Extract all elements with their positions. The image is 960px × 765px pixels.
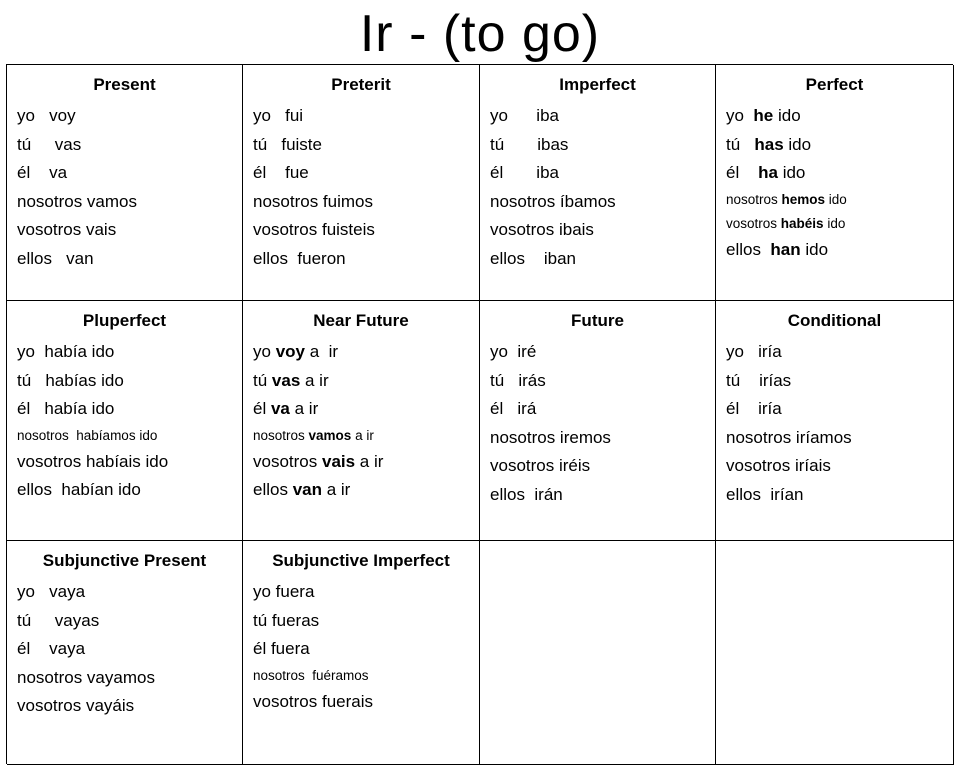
auxiliary-verb: han (770, 239, 801, 259)
conjugation-line: vosotros habíais ido (17, 451, 169, 471)
verb-remainder: ido (783, 134, 812, 154)
conjugation-line (726, 236, 953, 265)
tense-heading: Conditional (787, 311, 882, 330)
conjugation-line: tú irás (490, 370, 546, 390)
conjugation-line: él va (17, 163, 68, 182)
conjugation-line (253, 476, 479, 505)
conjugation-line: vosotros vayáis (17, 696, 135, 715)
tense-heading: Perfect (805, 75, 864, 94)
conjugation-line: yo voy (17, 106, 76, 125)
conjugation-line: tú vas (17, 134, 82, 154)
verb-remainder: a ir (351, 427, 374, 443)
subject-pronoun: él (253, 399, 271, 418)
verb-remainder: a ir (304, 342, 339, 361)
tense-cell-perfect (716, 65, 954, 301)
tense-cell-future (480, 301, 716, 541)
conjugation-line (253, 424, 479, 448)
conjugation-line: nosotros iríamos (726, 427, 852, 447)
auxiliary-verb: va (270, 399, 290, 418)
conjugation-line: vosotros vais (17, 220, 117, 239)
auxiliary-verb: has (754, 134, 784, 154)
subject-pronoun: ellos (726, 239, 771, 259)
verb-remainder: a ir (289, 399, 319, 418)
conjugation-line: tú vayas (17, 610, 100, 630)
subject-pronoun: él (726, 163, 759, 182)
tense-cell-subjunctive-imperfect (243, 541, 480, 765)
auxiliary-verb: van (292, 480, 322, 499)
conjugation-line: él iría (726, 399, 782, 418)
tense-heading: Subjunctive Present (42, 551, 207, 570)
tense-cell-present (7, 65, 243, 301)
tense-heading: Preterit (331, 75, 391, 94)
conjugation-line: él vaya (17, 639, 86, 658)
auxiliary-verb: habéis (780, 215, 824, 231)
verb-remainder: a ir (355, 451, 384, 471)
conjugation-line: yo iré (490, 342, 537, 361)
page-title: Ir - (to go) (359, 5, 601, 63)
auxiliary-verb: hemos (781, 191, 826, 207)
conjugation-line: nosotros vamos (17, 191, 137, 211)
tense-cell-conditional (716, 301, 954, 541)
tense-cell-near-future (243, 301, 480, 541)
tense-cell-subjunctive-present (7, 541, 243, 765)
conjugation-line: él había ido (17, 399, 115, 418)
conjugation-line (253, 367, 479, 396)
verb-remainder: ido (777, 163, 806, 182)
subject-pronoun: yo (726, 106, 754, 125)
conjugation-line: él fue (253, 163, 309, 182)
conjugation-table (6, 64, 953, 764)
conjugation-line: yo fui (253, 106, 304, 125)
conjugation-line: vosotros iréis (490, 456, 591, 475)
conjugation-line: tú ibas (490, 134, 569, 154)
conjugation-line: tú fueras (253, 610, 320, 630)
tense-heading: Pluperfect (82, 311, 167, 330)
conjugation-line: ellos iban (490, 248, 576, 268)
tense-cell-preterit (243, 65, 480, 301)
tense-cell-empty-11 (716, 541, 954, 765)
conjugation-line: vosotros ibais (490, 220, 594, 239)
conjugation-line: nosotros vayamos (17, 667, 155, 687)
conjugation-line: vosotros fuerais (253, 691, 373, 711)
tense-cell-pluperfect (7, 301, 243, 541)
auxiliary-verb: he (753, 106, 774, 125)
conjugation-line (726, 188, 953, 212)
auxiliary-verb: vamos (308, 427, 352, 443)
subject-pronoun: ellos (253, 480, 293, 499)
conjugation-line: ellos irían (726, 484, 804, 504)
conjugation-line: nosotros fuimos (253, 191, 373, 211)
subject-pronoun: vosotros (253, 451, 322, 471)
conjugation-line: ellos habían ido (17, 480, 141, 499)
conjugation-line (253, 448, 479, 477)
conjugation-line: ellos irán (490, 484, 563, 504)
conjugation-line: nosotros fuéramos (253, 667, 369, 683)
tense-heading: Subjunctive Imperfect (272, 551, 450, 570)
auxiliary-verb: vas (271, 370, 301, 390)
tense-heading: Imperfect (559, 75, 636, 94)
subject-pronoun: vosotros (726, 215, 781, 231)
verb-remainder: a ir (300, 370, 329, 390)
conjugation-line: tú irías (726, 370, 792, 390)
conjugation-line: ellos fueron (253, 248, 346, 268)
subject-pronoun: nosotros (253, 427, 309, 443)
conjugation-line (726, 102, 953, 131)
conjugation-line (726, 131, 953, 160)
tense-cell-empty-10 (480, 541, 716, 765)
conjugation-line: tú habías ido (17, 370, 124, 390)
conjugation-line (726, 159, 953, 188)
subject-pronoun: tú (726, 134, 755, 154)
conjugation-line: vosotros iríais (726, 456, 831, 475)
verb-remainder: ido (800, 239, 829, 259)
auxiliary-verb: vais (321, 451, 356, 471)
conjugation-line: él fuera (253, 639, 310, 658)
conjugation-line: él irá (490, 399, 537, 418)
verb-remainder: ido (825, 191, 847, 207)
tense-heading: Present (93, 75, 156, 94)
conjugation-line (253, 395, 479, 424)
tense-heading: Near Future (313, 311, 409, 330)
conjugation-line (726, 212, 953, 236)
conjugation-line: yo fuera (253, 582, 315, 601)
verb-remainder: ido (823, 215, 846, 231)
tense-heading: Future (571, 311, 624, 330)
subject-pronoun: yo (253, 342, 276, 361)
conjugation-line: yo vaya (17, 582, 86, 601)
conjugation-line: él iba (490, 163, 559, 182)
auxiliary-verb: voy (275, 342, 305, 361)
conjugation-line: nosotros íbamos (490, 191, 616, 211)
subject-pronoun: tú (253, 370, 272, 390)
conjugation-line: yo iba (490, 106, 559, 125)
verb-remainder: ido (773, 106, 801, 125)
conjugation-line: nosotros iremos (490, 427, 611, 447)
conjugation-line: tú fuiste (253, 134, 322, 154)
conjugation-line: ellos van (17, 248, 94, 268)
conjugation-line: nosotros habíamos ido (17, 427, 158, 443)
auxiliary-verb: ha (758, 163, 778, 182)
conjugation-line: yo había ido (17, 342, 115, 361)
conjugation-line: vosotros fuisteis (253, 220, 375, 239)
tense-cell-imperfect (480, 65, 716, 301)
subject-pronoun: nosotros (726, 191, 782, 207)
verb-remainder: a ir (321, 480, 351, 499)
conjugation-line: yo iría (726, 342, 782, 361)
conjugation-line (253, 338, 479, 367)
